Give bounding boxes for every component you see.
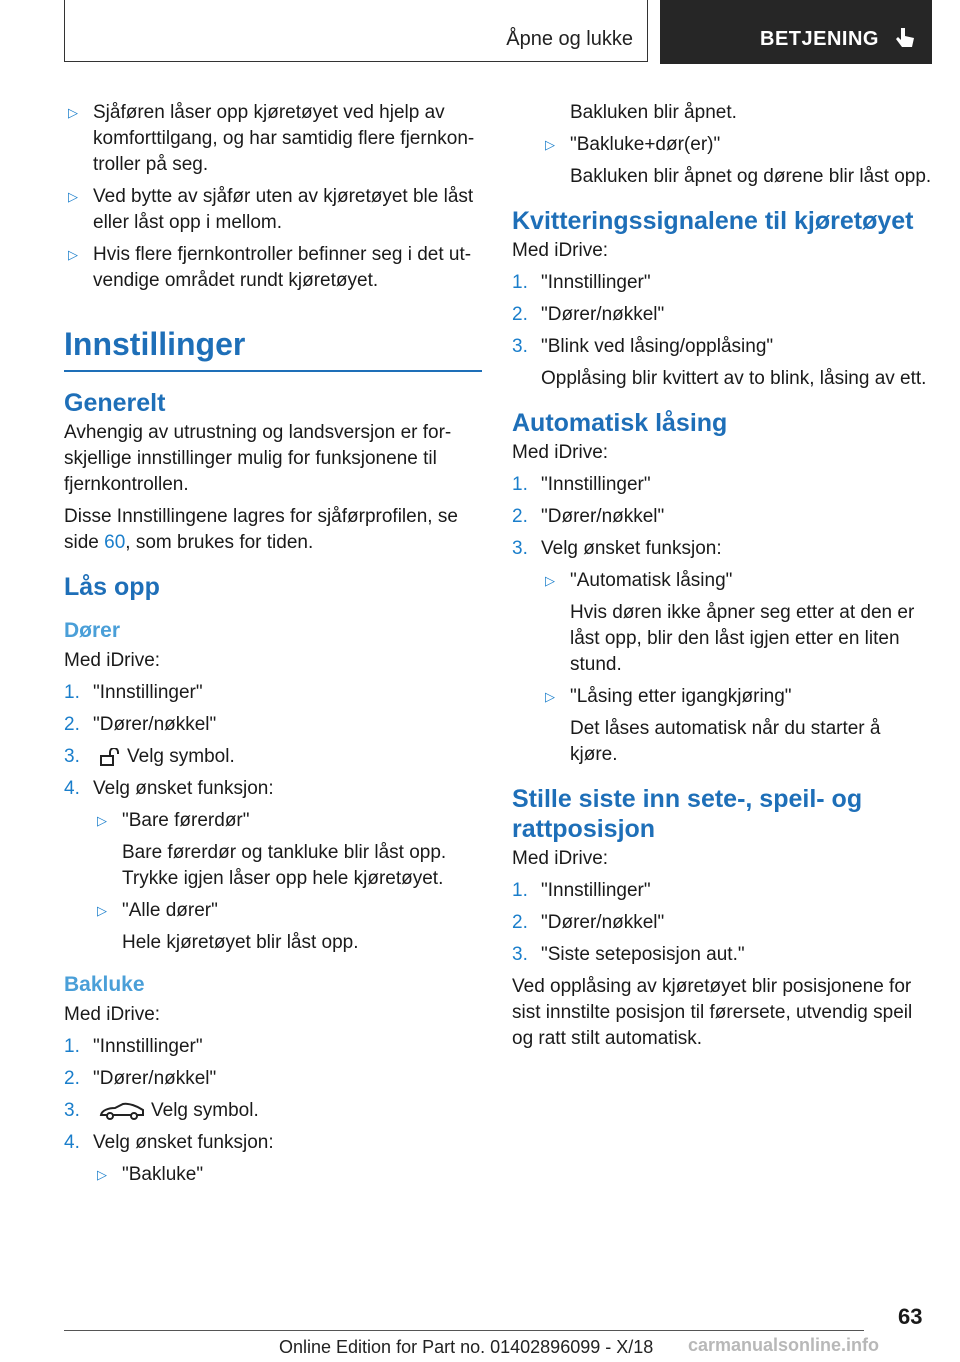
step: 3. Velg ønsket funksjon:	[512, 538, 722, 559]
triangle-bullet-icon: ▷	[545, 689, 555, 704]
paragraph: Med iDrive:	[512, 442, 609, 463]
step: 2. "Dører/nøkkel"	[512, 304, 665, 325]
watermark: carmanualsonline.info	[688, 1335, 880, 1355]
triangle-bullet-icon: ▷	[97, 813, 107, 828]
page-link[interactable]: 60	[104, 532, 126, 553]
list-item: ▷ "Bakluke"	[93, 1162, 482, 1188]
triangle-bullet-icon: ▷	[97, 1167, 107, 1182]
triangle-bullet-icon: ▷	[545, 137, 555, 152]
step: 2. "Dører/nøkkel"	[512, 912, 665, 933]
option-description: Bare førerdør og tankluke blir låst opp. Trykke igjen låser opp hele kjøretøyet.	[122, 842, 447, 889]
paragraph: Med iDrive:	[512, 240, 609, 261]
list-item: ▷ "Bakluke+dør(er)"	[541, 132, 932, 158]
paragraph: Avhengig av utrustning og landsversjon er for‐skjellige innstillinger mulig for funksjonene til fjernkontrollen.	[64, 422, 452, 495]
step: 2. "Dører/nøkkel"	[64, 1068, 217, 1089]
option-description: Det låses automatisk når du starter å kjøre.	[570, 718, 881, 765]
chapter-tab	[660, 0, 932, 64]
paragraph: Med iDrive:	[64, 650, 161, 671]
step: 1. "Innstillinger"	[512, 474, 651, 495]
chapter-title: BETJENING	[760, 28, 879, 50]
section-heading: Automatisk låsing	[512, 409, 728, 437]
page-header	[64, 0, 932, 64]
paragraph: Med iDrive:	[512, 848, 609, 869]
step: 1. "Innstillinger"	[512, 880, 651, 901]
step: 3. "Blink ved låsing/opplåsing"	[512, 336, 774, 357]
step: 4. Velg ønsket funksjon:	[64, 778, 274, 799]
step: 3. Velg symbol.	[64, 1100, 259, 1121]
step: 1. "Innstillinger"	[512, 272, 651, 293]
step: 4. Velg ønsket funksjon:	[64, 1132, 274, 1153]
step: 2. "Dører/nøkkel"	[512, 506, 665, 527]
step: 3. Velg symbol.	[64, 746, 235, 767]
section-tab	[64, 0, 648, 62]
car-tailgate-icon	[99, 1102, 145, 1120]
section-heading: Stille siste inn sete-, speil- og rattposisjon	[512, 785, 863, 843]
option-description: Hvis døren ikke åpner seg etter at den er låst opp, blir den låst igjen etter en liten stund.	[570, 602, 915, 675]
unlock-icon	[99, 748, 121, 766]
list-item: ▷ "Alle dører"	[93, 898, 482, 924]
paragraph: Ved opplåsing av kjøretøyet blir posisjonene for sist innstilte posisjon til førersete, utvendig speil og ratt stilt automatisk.	[512, 976, 913, 1049]
triangle-bullet-icon: ▷	[97, 903, 107, 918]
section-heading: Generelt	[64, 389, 166, 417]
list-item: ▷ Sjåføren låser opp kjøretøyet ved hjelp av komforttilgang, og har samtidig flere fjernkon‐troller på seg.	[68, 102, 475, 175]
section-heading: Lås opp	[64, 573, 160, 601]
step: 1. "Innstillinger"	[64, 682, 203, 703]
paragraph: Med iDrive:	[64, 1004, 161, 1025]
paragraph: Disse Innstillingene lagres for sjåførprofilen, se side 60, som brukes for tiden.	[64, 506, 458, 553]
list-item: ▷ "Låsing etter igangkjøring"	[541, 684, 932, 710]
left-column	[64, 100, 482, 1194]
list-item: ▷ Ved bytte av sjåfør uten av kjøretøyet ble låst eller låst opp i mellom.	[68, 186, 474, 233]
step: 1. "Innstillinger"	[64, 1036, 203, 1057]
step: 3. "Siste seteposisjon aut."	[512, 944, 745, 965]
list-item: ▷ "Bare førerdør"	[93, 808, 482, 834]
option-description: Bakluken blir åpnet.	[570, 102, 737, 123]
edition-text: Online Edition for Part no. 01402896099 - X/18	[279, 1337, 654, 1357]
section-heading: Kvitteringssignalene til kjøretøyet	[512, 207, 914, 235]
list-item: ▷ "Automatisk låsing"	[541, 568, 932, 594]
triangle-bullet-icon: ▷	[68, 247, 78, 262]
triangle-bullet-icon: ▷	[68, 189, 78, 204]
option-description: Bakluken blir åpnet og dørene blir låst opp.	[570, 166, 932, 187]
page-number: 63	[898, 1304, 923, 1329]
main-heading: Innstillinger	[64, 324, 482, 372]
hand-pointer-icon	[894, 26, 916, 54]
triangle-bullet-icon: ▷	[68, 105, 78, 120]
list-item: ▷ Hvis flere fjernkontroller befinner seg i det ut‐vendige området rundt kjøretøyet.	[68, 244, 472, 291]
footer-divider	[64, 1330, 864, 1331]
step-note: Opplåsing blir kvittert av to blink, låsing av ett.	[541, 368, 927, 389]
subsection-heading: Dører	[64, 619, 121, 642]
subsection-heading: Bakluke	[64, 973, 145, 996]
triangle-bullet-icon: ▷	[545, 573, 555, 588]
section-title: Åpne og lukke	[506, 28, 633, 50]
right-column	[512, 100, 932, 1058]
step: 2. "Dører/nøkkel"	[64, 714, 217, 735]
option-description: Hele kjøretøyet blir låst opp.	[122, 932, 359, 953]
